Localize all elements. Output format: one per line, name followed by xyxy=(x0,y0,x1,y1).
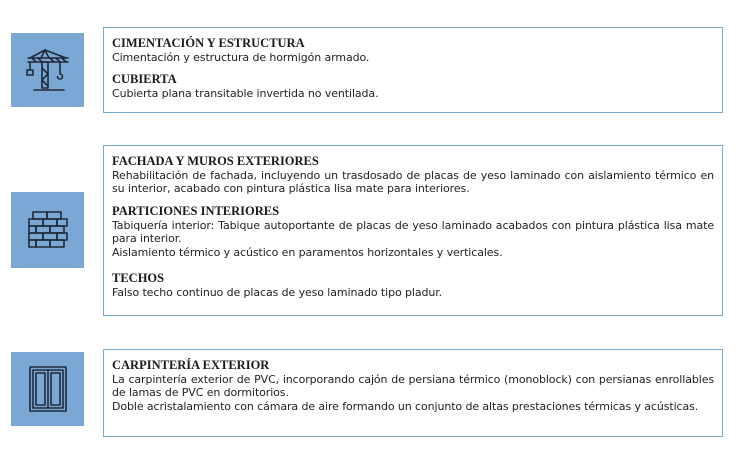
crane-icon-box xyxy=(11,33,84,107)
section-text: Cimentación y estructura de hormigón armado. xyxy=(112,51,370,64)
section-fachada xyxy=(112,154,714,196)
section-title: CIMENTACIÓN Y ESTRUCTURA xyxy=(112,36,305,50)
walls-card xyxy=(103,145,723,316)
section-text: Aislamiento térmico y acústico en paramentos horizontales y verticales. xyxy=(112,245,503,259)
section-text: Cubierta plana transitable invertida no ventilada. xyxy=(112,87,379,101)
window-icon xyxy=(26,364,70,414)
section-carpinteria xyxy=(112,358,714,413)
windows-card xyxy=(103,349,723,437)
section-title: CARPINTERÍA EXTERIOR xyxy=(112,358,270,372)
section-text: Doble acristalamiento con cámara de aire formando un conjunto de altas prestaciones térmicas y acústicas. xyxy=(112,399,699,413)
window-icon-box xyxy=(11,352,84,426)
structure-card xyxy=(103,27,723,113)
section-cubierta xyxy=(112,72,714,100)
section-title: PARTICIONES INTERIORES xyxy=(112,203,280,218)
section-particiones xyxy=(112,204,714,259)
brick-wall-icon xyxy=(25,206,71,254)
section-techos xyxy=(112,271,714,299)
section-text: Falso techo continuo de placas de yeso laminado tipo pladur. xyxy=(112,286,443,300)
crane-icon xyxy=(24,46,72,94)
section-title: TECHOS xyxy=(112,271,165,286)
section-cimentacion xyxy=(112,36,714,64)
section-title: CUBIERTA xyxy=(112,72,177,87)
section-title: FACHADA Y MUROS EXTERIORES xyxy=(112,154,319,168)
section-text: Tabiquería interior: Tabique autoportante de placas de yeso laminado acabados con pintura plástica lisa mate para interior. xyxy=(112,218,714,246)
section-text: La carpintería exterior de PVC, incorporando cajón de persiana térmico (monoblock) con persianas enrollables de lamas de PVC en dormitorios. xyxy=(112,373,714,400)
brick-wall-icon-box xyxy=(11,192,84,268)
section-text: Rehabilitación de fachada, incluyendo un trasdosado de placas de yeso laminado con aislamiento térmico en su interior, acabado con pintura plástica lisa mate para interiores. xyxy=(112,169,714,196)
